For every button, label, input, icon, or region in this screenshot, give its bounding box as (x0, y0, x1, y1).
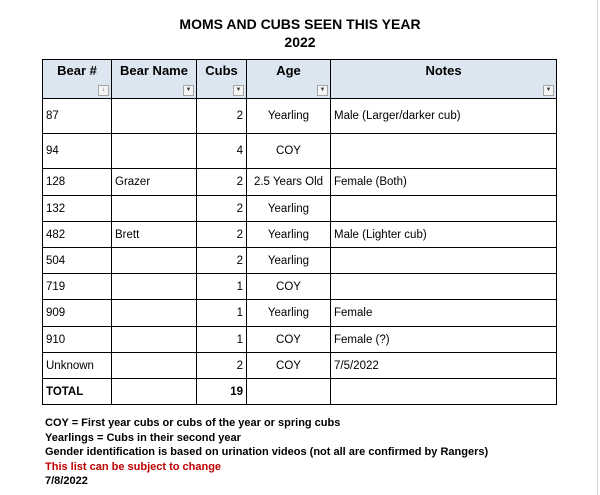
cell-bear-number: 719 (43, 274, 112, 300)
cell-bear-name (112, 99, 197, 134)
col-header-cubs: Cubs ▼ (197, 60, 247, 99)
cell-bear-name (112, 327, 197, 353)
cell-bear-name (112, 134, 197, 169)
cell-notes (331, 379, 557, 405)
cell-notes (331, 248, 557, 274)
cell-bear-name (112, 248, 197, 274)
table-row (43, 196, 557, 222)
cell-notes: Female (331, 300, 557, 327)
cell-cubs: 1 (197, 274, 247, 300)
table-row (43, 222, 557, 248)
cell-bear-number: 909 (43, 300, 112, 327)
cell-bear-number: 94 (43, 134, 112, 169)
cell-notes (331, 196, 557, 222)
cell-bear-name (112, 353, 197, 379)
cell-bear-number: Unknown (43, 353, 112, 379)
cell-bear-name (112, 196, 197, 222)
cell-cubs: 4 (197, 134, 247, 169)
footnote-coy: COY = First year cubs or cubs of the year or spring cubs (45, 417, 341, 429)
cell-age: COY (247, 134, 331, 169)
cell-age: Yearling (247, 248, 331, 274)
footnote-yearlings: Yearlings = Cubs in their second year (45, 431, 241, 444)
filter-dropdown-icon[interactable]: ▼ (543, 85, 554, 96)
report-date: 7/8/2022 (45, 475, 88, 488)
filter-sorted-icon[interactable]: ↓ (98, 85, 109, 96)
cell-bear-name: Grazer (112, 169, 197, 196)
col-header-notes: Notes ▼ (331, 60, 557, 99)
cell-cubs: 2 (197, 196, 247, 222)
cell-bear-number: 482 (43, 222, 112, 248)
moms-cubs-table (42, 59, 557, 405)
cell-bear-number: 128 (43, 169, 112, 196)
table-row (43, 327, 557, 353)
cell-bear-number: 132 (43, 196, 112, 222)
cell-cubs: 2 (197, 353, 247, 379)
table-row (43, 300, 557, 327)
cell-bear-name (112, 300, 197, 327)
cell-age: COY (247, 327, 331, 353)
cell-bear-number: 504 (43, 248, 112, 274)
cell-cubs: 2 (197, 169, 247, 196)
cell-bear-name (112, 274, 197, 300)
cell-bear-number: 87 (43, 99, 112, 134)
table-row (43, 169, 557, 196)
page-edge (597, 0, 598, 495)
cell-age (247, 379, 331, 405)
cell-age: Yearling (247, 196, 331, 222)
cell-bear-name (112, 379, 197, 405)
col-header-age: Age ▼ (247, 60, 331, 99)
page-year: 2022 (284, 34, 316, 50)
cell-notes (331, 134, 557, 169)
cell-age: COY (247, 274, 331, 300)
page-title: MOMS AND CUBS SEEN THIS YEAR (179, 16, 421, 32)
cell-notes: Female (Both) (331, 169, 557, 196)
cell-cubs: 2 (197, 248, 247, 274)
table-row (43, 248, 557, 274)
cell-notes: Male (Larger/darker cub) (331, 99, 557, 134)
change-warning: This list can be subject to change (45, 460, 222, 473)
cell-cubs: 2 (197, 222, 247, 248)
cell-notes (331, 274, 557, 300)
table-header-row (43, 60, 557, 99)
col-header-bear-name: Bear Name ▼ (112, 60, 197, 99)
table-row (43, 353, 557, 379)
cell-age: Yearling (247, 300, 331, 327)
cell-age: Yearling (247, 99, 331, 134)
cell-age: COY (247, 353, 331, 379)
table-row (43, 274, 557, 300)
filter-dropdown-icon[interactable]: ▼ (183, 85, 194, 96)
footnote-gender: Gender identification is based on urination videos (not all are confirmed by Rangers) (45, 446, 489, 459)
cell-notes: Male (Lighter cub) (331, 222, 557, 248)
cell-cubs: 1 (197, 300, 247, 327)
filter-dropdown-icon[interactable]: ▼ (233, 85, 244, 96)
total-cubs: 19 (197, 379, 247, 405)
cell-notes: 7/5/2022 (331, 353, 557, 379)
table-row (43, 134, 557, 169)
cell-notes: Female (?) (331, 327, 557, 353)
cell-age: Yearling (247, 222, 331, 248)
cell-bear-name: Brett (112, 222, 197, 248)
cell-cubs: 1 (197, 327, 247, 353)
total-label: TOTAL (43, 379, 112, 405)
cell-bear-number: 910 (43, 327, 112, 353)
footnotes (45, 416, 488, 489)
total-row (43, 379, 557, 405)
table-row (43, 99, 557, 134)
cell-age: 2.5 Years Old (247, 169, 331, 196)
col-header-bear-number: Bear # ↓ (43, 60, 112, 99)
filter-dropdown-icon[interactable]: ▼ (317, 85, 328, 96)
cell-cubs: 2 (197, 99, 247, 134)
